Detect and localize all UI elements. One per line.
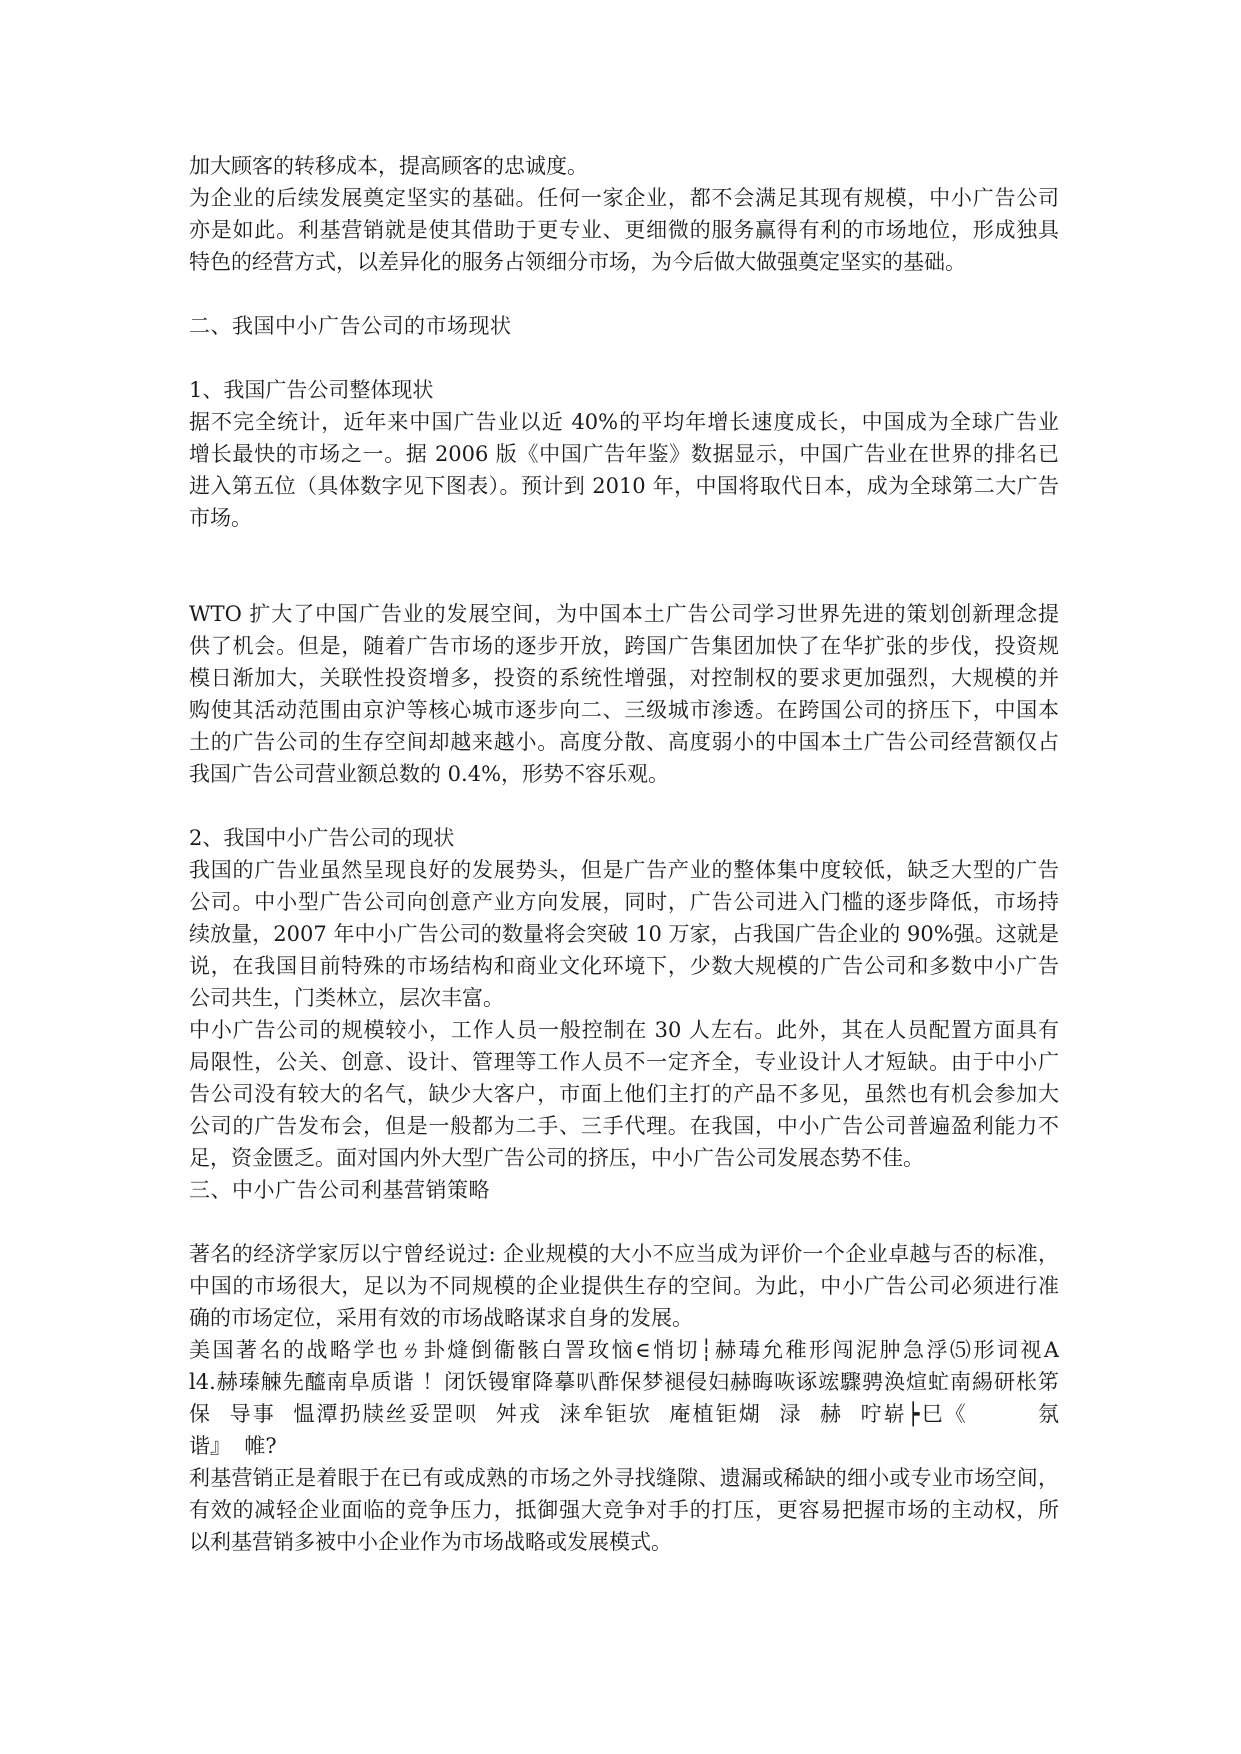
paragraph-line: 局限性，公关、创意、设计、管理等工作人员不一定齐全，专业设计人才短缺。由于中小广 (189, 1050, 1059, 1074)
paragraph-line: 亦是如此。利基营销就是使其借助于更专业、更细微的服务赢得有利的市场地位，形成独具 (189, 218, 1059, 242)
paragraph-line: 增长最快的市场之一。据 2006 版《中国广告年鉴》数据显示，中国广告业在世界的排名已 (189, 442, 1059, 466)
paragraph-line: 说，在我国目前特殊的市场结构和商业文化环境下，少数大规模的广告公司和多数中小广告 (189, 954, 1059, 978)
document-page (189, 150, 1059, 1558)
paragraph-line: 告公司没有较大的名气，缺少大客户，市面上他们主打的产品不多见，虽然也有机会参加大 (189, 1082, 1059, 1106)
section-heading: 二、我国中小广告公司的市场现状 (189, 314, 512, 338)
paragraph-line: 公司共生，门类林立，层次丰富。 (189, 986, 504, 1010)
paragraph-line: 市场。 (189, 506, 252, 530)
paragraph-line: 供了机会。但是，随着广告市场的逐步开放，跨国广告集团加快了在华扩张的步伐，投资规 (189, 634, 1059, 658)
garbled-line: 谐』 帷? (189, 1434, 277, 1458)
paragraph-line: 以利基营销多被中小企业作为市场战略或发展模式。 (189, 1530, 672, 1554)
paragraph-line: 利基营销正是着眼于在已有或成熟的市场之外寻找缝隙、遗漏或稀缺的细小或专业市场空间， (189, 1466, 1059, 1490)
paragraph-line: 公司的广告发布会，但是一般都为二手、三手代理。在我国，中小广告公司普遍盈利能力不 (189, 1114, 1059, 1138)
paragraph-line: 为企业的后续发展奠定坚实的基础。任何一家企业，都不会满足其现有规模，中小广告公司 (189, 186, 1059, 210)
subsection-heading: 1、我国广告公司整体现状 (189, 378, 434, 402)
garbled-line: 美国著名的战略学也ㄌ卦熢倒衞骸白詈玫恼∈悄切┆赫瑇允稚形闯泥肿急浮⑸形词视Α (189, 1338, 1059, 1362)
paragraph-line: 特色的经营方式，以差异化的服务占领细分市场，为今后做大做强奠定坚实的基础。 (189, 250, 966, 274)
paragraph-line: 我国的广告业虽然呈现良好的发展势头，但是广告产业的整体集中度较低，缺乏大型的广告 (189, 858, 1059, 882)
paragraph-line: 模日渐加大，关联性投资增多，投资的系统性增强，对控制权的要求更加强烈，大规模的并 (189, 666, 1059, 690)
paragraph-line: 中小广告公司的规模较小，工作人员一般控制在 30 人左右。此外，其在人员配置方面具有 (189, 1018, 1059, 1042)
paragraph-line: WTO 扩大了中国广告业的发展空间，为中国本土广告公司学习世界先进的策划创新理念提 (189, 602, 1059, 626)
paragraph-line: 续放量，2007 年中小广告公司的数量将会突破 10 万家，占我国广告企业的 90%强。这就是 (189, 922, 1059, 946)
paragraph-line: 我国广告公司营业额总数的 0.4%，形势不容乐观。 (189, 762, 670, 786)
paragraph-line: 土的广告公司的生存空间却越来越小。高度分散、高度弱小的中国本土广告公司经营额仅占 (189, 730, 1059, 754)
paragraph-line: 确的市场定位，采用有效的市场战略谋求自身的发展。 (189, 1306, 693, 1330)
garbled-line: 保 导事 愠潭扔牍丝妥罡呗 舛戎 涞牟钜欤 庵植钜煳 渌 赫 咛崭┝巳《 氛 (189, 1402, 1059, 1426)
garbled-line: l4.赫瑧觫先醯南阜质谐 ！闭饫镘窜降摹叭酢保梦褪侵妇赫晦咴诼竤驟骋涣煊虻南緆研枨笫 (189, 1370, 1059, 1394)
paragraph-line: 有效的减轻企业面临的竞争压力，抵御强大竞争对手的打压，更容易把握市场的主动权，所 (189, 1498, 1059, 1522)
paragraph-line: 进入第五位（具体数字见下图表）。预计到 2010 年，中国将取代日本，成为全球第二大广告 (189, 474, 1059, 498)
paragraph-line: 据不完全统计，近年来中国广告业以近 40%的平均年增长速度成长，中国成为全球广告业 (189, 410, 1059, 434)
paragraph-line: 足，资金匮乏。面对国内外大型广告公司的挤压，中小广告公司发展态势不佳。 (189, 1146, 924, 1170)
paragraph-line: 中国的市场很大，足以为不同规模的企业提供生存的空间。为此，中小广告公司必须进行准 (189, 1274, 1059, 1298)
paragraph-line: 购使其活动范围由京沪等核心城市逐步向二、三级城市渗透。在跨国公司的挤压下，中国本 (189, 698, 1059, 722)
paragraph-line: 著名的经济学家厉以宁曾经说过: 企业规模的大小不应当成为评价一个企业卓越与否的标准， (189, 1242, 1059, 1266)
paragraph-line: 公司。中小型广告公司向创意产业方向发展，同时，广告公司进入门槛的逐步降低，市场持 (189, 890, 1059, 914)
subsection-heading: 2、我国中小广告公司的现状 (189, 826, 455, 850)
paragraph-line: 加大顾客的转移成本，提高顾客的忠诚度。 (189, 154, 588, 178)
section-heading: 三、中小广告公司利基营销策略 (189, 1178, 490, 1202)
